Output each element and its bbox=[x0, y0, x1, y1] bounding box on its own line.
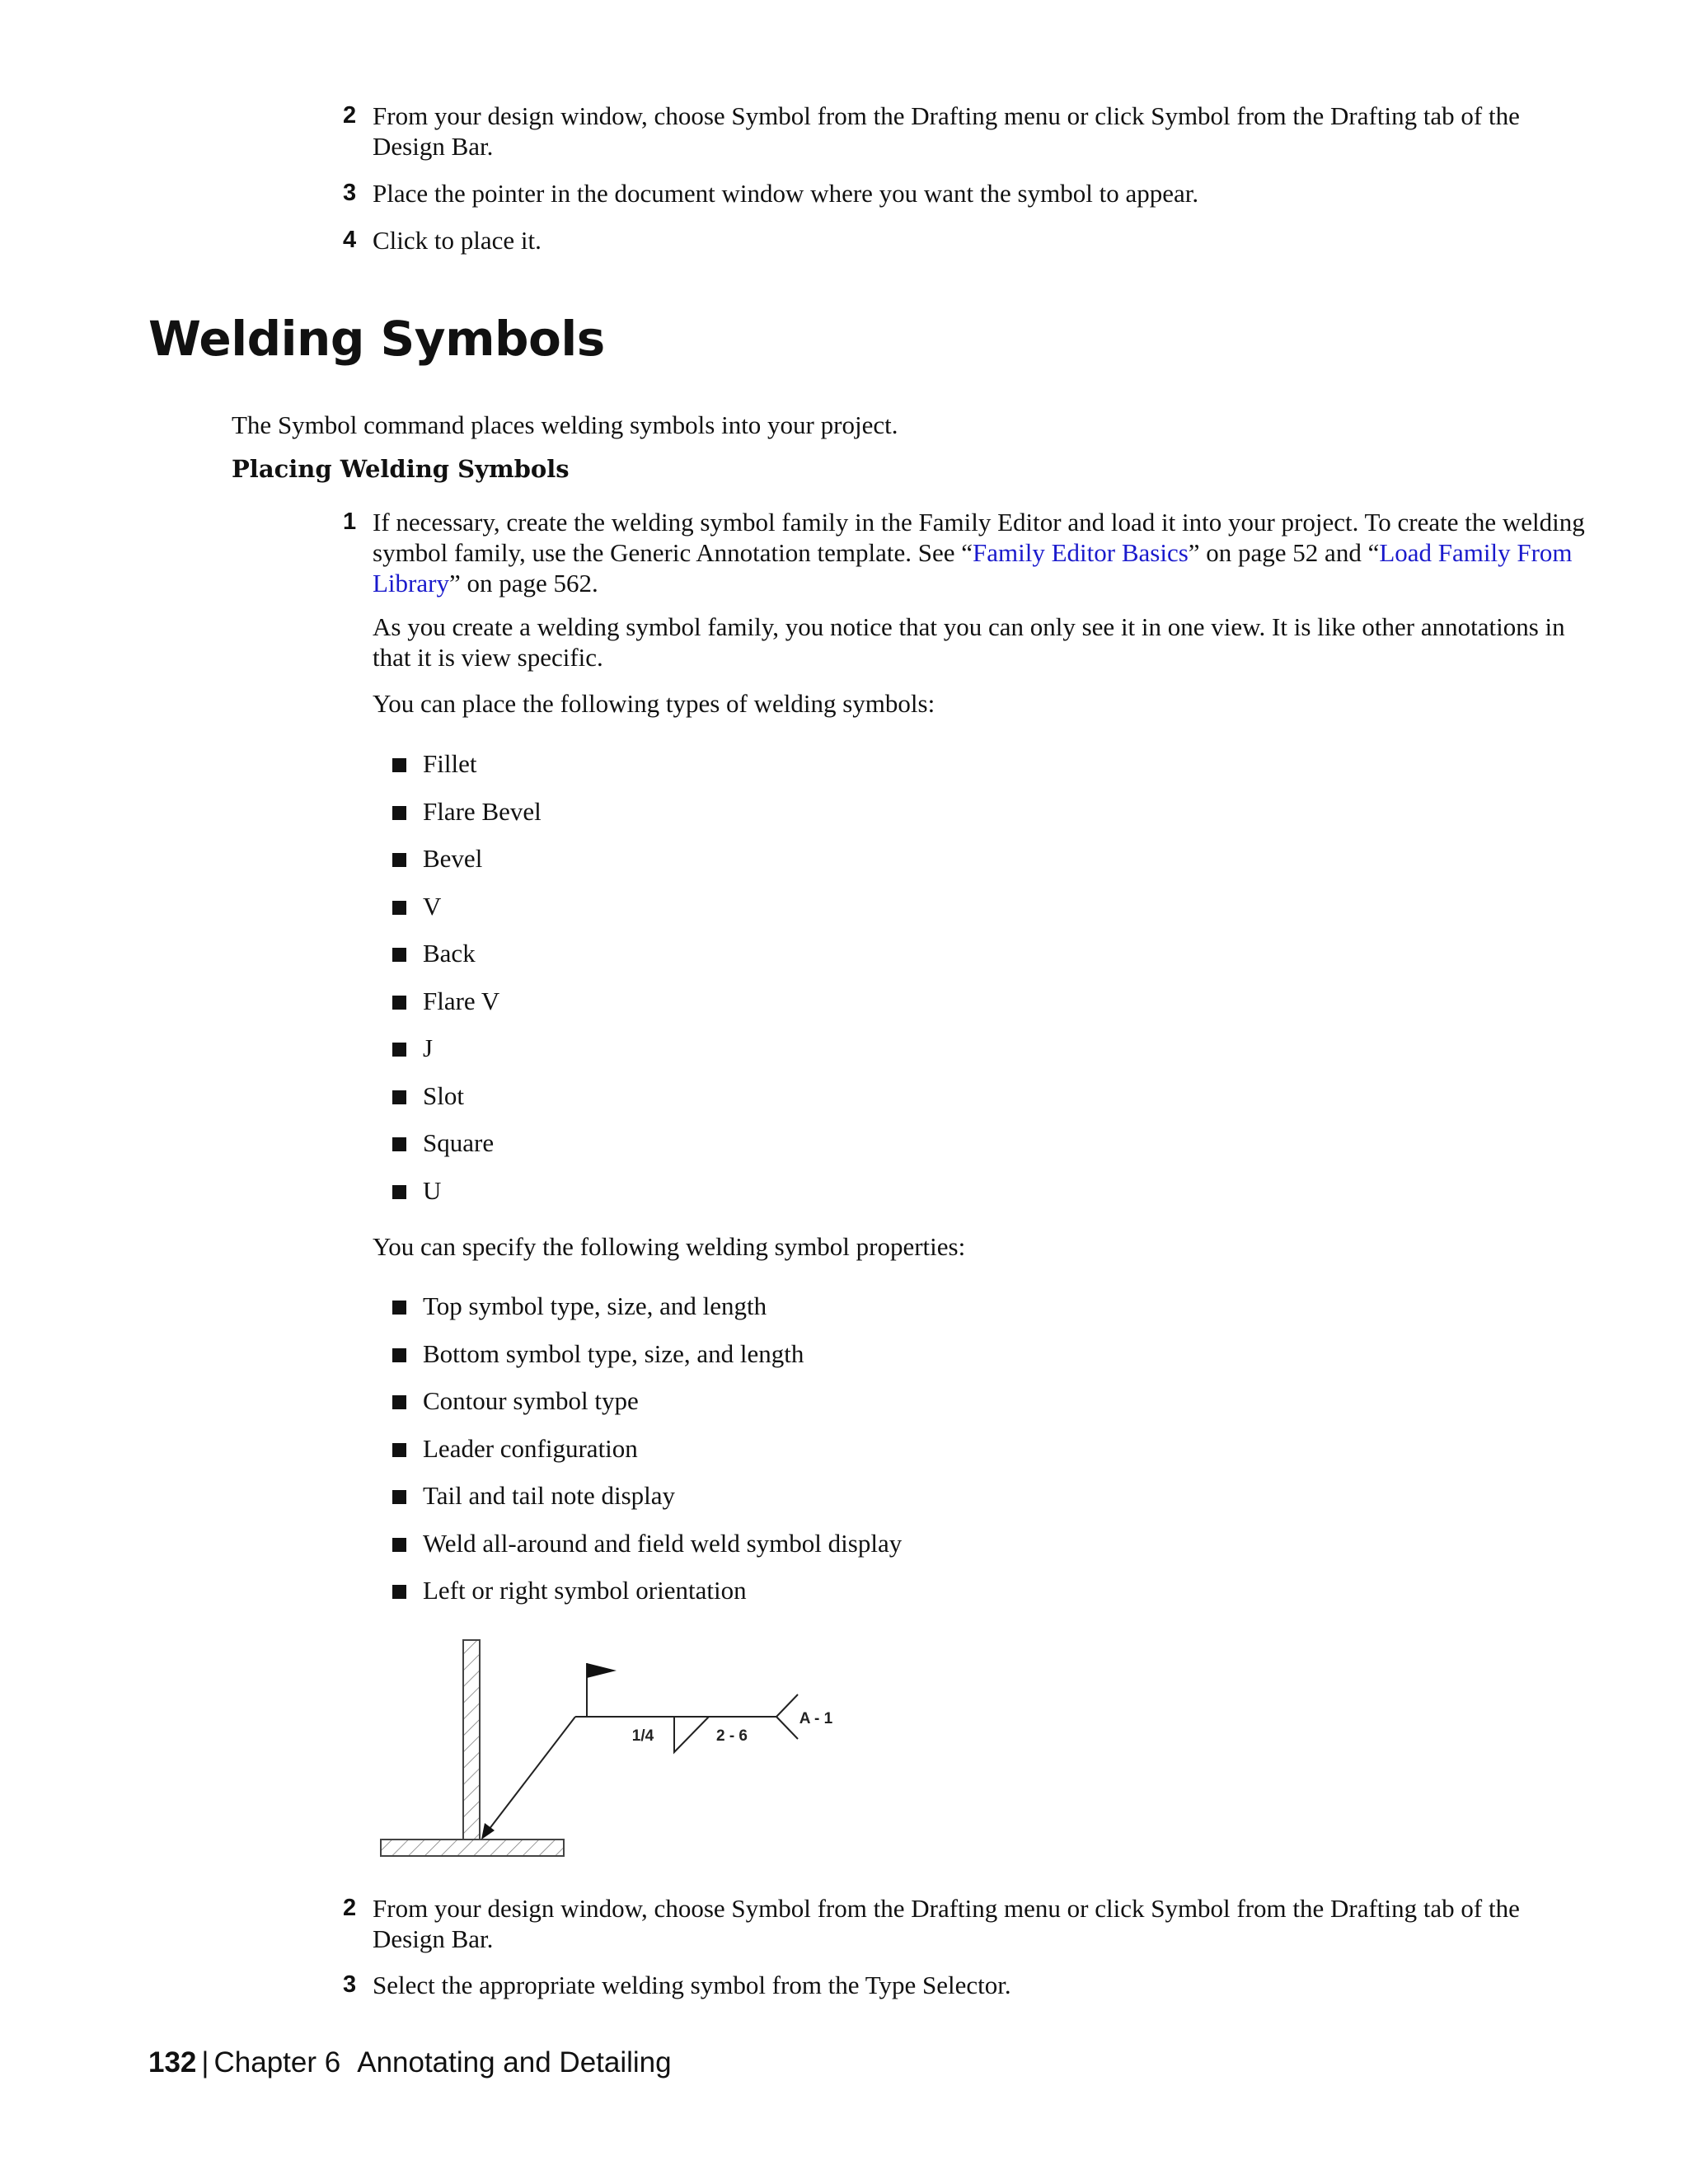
bullet-square-icon bbox=[392, 1443, 406, 1457]
step-text: From your design window, choose Symbol from the Drafting menu or click Symbol from the Drafting tab of the Design Bar. bbox=[373, 1894, 1520, 1953]
step-1 bbox=[343, 507, 1596, 598]
list-item bbox=[392, 796, 542, 844]
list-item bbox=[392, 986, 542, 1033]
bullet-square-icon bbox=[392, 806, 406, 820]
list-item-text: V bbox=[423, 891, 442, 921]
list-item-text: Tail and tail note display bbox=[423, 1481, 676, 1510]
list-item bbox=[392, 748, 542, 796]
list-item bbox=[392, 1480, 902, 1528]
step-3-top bbox=[343, 178, 1596, 209]
step-number: 4 bbox=[343, 227, 357, 253]
list-item-text: J bbox=[423, 1033, 434, 1062]
list-item-text: Slot bbox=[423, 1080, 464, 1110]
step-text-part: ” on page 52 and “ bbox=[1188, 538, 1380, 567]
step-2-top bbox=[343, 101, 1596, 162]
welding-symbol-figure bbox=[371, 1632, 849, 1863]
list-item bbox=[392, 1033, 542, 1080]
section-intro: The Symbol command places welding symbols into your project. bbox=[232, 410, 898, 439]
bullet-square-icon bbox=[392, 996, 406, 1010]
page-number: 132 bbox=[148, 2046, 197, 2079]
step-text: Click to place it. bbox=[373, 226, 542, 255]
list-item-text: Flare Bevel bbox=[423, 796, 542, 826]
paragraph-properties-intro: You can specify the following welding symbol properties: bbox=[373, 1232, 966, 1261]
footer-title: Annotating and Detailing bbox=[357, 2046, 672, 2079]
list-item-text: Square bbox=[423, 1128, 495, 1157]
list-item bbox=[392, 1291, 902, 1338]
step-text-part: If necessary, create the welding symbol family in the Family Editor and load it into your project. To create the welding symbol family, use the Generic Annotation template. See “ bbox=[373, 508, 1585, 567]
list-item-text: Leader configuration bbox=[423, 1433, 638, 1463]
step-text bbox=[373, 507, 1596, 598]
section-title: Welding Symbols bbox=[148, 311, 605, 367]
list-item bbox=[392, 1127, 542, 1175]
tail-lower bbox=[776, 1717, 798, 1739]
bullet-square-icon bbox=[392, 853, 406, 867]
fillet-weld-symbol bbox=[674, 1717, 709, 1752]
list-item bbox=[392, 1080, 542, 1128]
footer-chapter: Chapter 6 bbox=[213, 2046, 341, 2079]
page-footer bbox=[148, 2046, 672, 2080]
bullet-square-icon bbox=[392, 1395, 406, 1409]
list-item-text: Contour symbol type bbox=[423, 1386, 639, 1415]
welding-types-list bbox=[392, 748, 542, 1222]
list-item-text: Back bbox=[423, 939, 476, 968]
list-item bbox=[392, 1433, 902, 1481]
list-item-text: Left or right symbol orientation bbox=[423, 1576, 747, 1605]
list-item-text: Flare V bbox=[423, 986, 500, 1015]
bullet-square-icon bbox=[392, 1490, 406, 1504]
step-number: 2 bbox=[343, 1895, 357, 1921]
tail-note-label: A - 1 bbox=[799, 1710, 833, 1727]
list-item bbox=[392, 1575, 902, 1623]
list-item-text: Bottom symbol type, size, and length bbox=[423, 1338, 804, 1368]
step-number: 1 bbox=[343, 509, 357, 535]
subheading: Placing Welding Symbols bbox=[232, 455, 570, 483]
list-item-text: Top symbol type, size, and length bbox=[423, 1291, 767, 1320]
link-family-editor-basics[interactable]: Family Editor Basics bbox=[973, 538, 1189, 567]
step-text: Place the pointer in the document window where you want the symbol to appear. bbox=[373, 179, 1199, 208]
step-3-bottom bbox=[343, 1970, 1596, 2000]
step-text: From your design window, choose Symbol from the Drafting menu or click Symbol from the Drafting tab of the Design Bar. bbox=[373, 101, 1520, 161]
vertical-plate bbox=[463, 1640, 480, 1840]
list-item-text: Fillet bbox=[423, 749, 477, 778]
bullet-square-icon bbox=[392, 1348, 406, 1362]
list-item bbox=[392, 843, 542, 891]
list-item-text: Bevel bbox=[423, 844, 483, 873]
bullet-square-icon bbox=[392, 1043, 406, 1057]
link-load-family-from-library[interactable]: Load Family From Library bbox=[373, 538, 1573, 598]
list-item bbox=[392, 1338, 902, 1386]
tail-upper bbox=[776, 1694, 798, 1717]
bullet-square-icon bbox=[392, 1538, 406, 1552]
bullet-square-icon bbox=[392, 1185, 406, 1199]
paragraph-view-specific: As you create a welding symbol family, you notice that you can only see it in one view. It is like other annotations in that it is view specific. bbox=[373, 612, 1565, 672]
paragraph-types-intro: You can place the following types of welding symbols: bbox=[373, 689, 935, 718]
list-item bbox=[392, 1175, 542, 1223]
bullet-square-icon bbox=[392, 1585, 406, 1599]
weld-size-label: 1/4 bbox=[631, 1727, 654, 1745]
footer-separator: | bbox=[201, 2046, 209, 2079]
step-text-part: ” on page 562. bbox=[448, 569, 598, 598]
field-weld-flag-icon bbox=[587, 1663, 617, 1678]
base-plate bbox=[381, 1840, 564, 1856]
list-item bbox=[392, 891, 542, 939]
step-4-top bbox=[343, 225, 1596, 255]
weld-length-label: 2 - 6 bbox=[715, 1727, 748, 1745]
step-number: 2 bbox=[343, 102, 357, 129]
welding-properties-list bbox=[392, 1291, 902, 1623]
step-number: 3 bbox=[343, 180, 357, 206]
list-item bbox=[392, 938, 542, 986]
step-number: 3 bbox=[343, 1971, 357, 1998]
bullet-square-icon bbox=[392, 1137, 406, 1151]
bullet-square-icon bbox=[392, 948, 406, 962]
list-item-text: U bbox=[423, 1175, 442, 1205]
step-text: Select the appropriate welding symbol from the Type Selector. bbox=[373, 1971, 1011, 1999]
step-2-bottom bbox=[343, 1893, 1596, 1954]
bullet-square-icon bbox=[392, 901, 406, 915]
bullet-square-icon bbox=[392, 1301, 406, 1315]
list-item-text: Weld all-around and field weld symbol display bbox=[423, 1528, 903, 1558]
bullet-square-icon bbox=[392, 758, 406, 772]
list-item bbox=[392, 1385, 902, 1433]
bullet-square-icon bbox=[392, 1090, 406, 1104]
leader-line bbox=[486, 1717, 575, 1833]
list-item bbox=[392, 1528, 902, 1576]
